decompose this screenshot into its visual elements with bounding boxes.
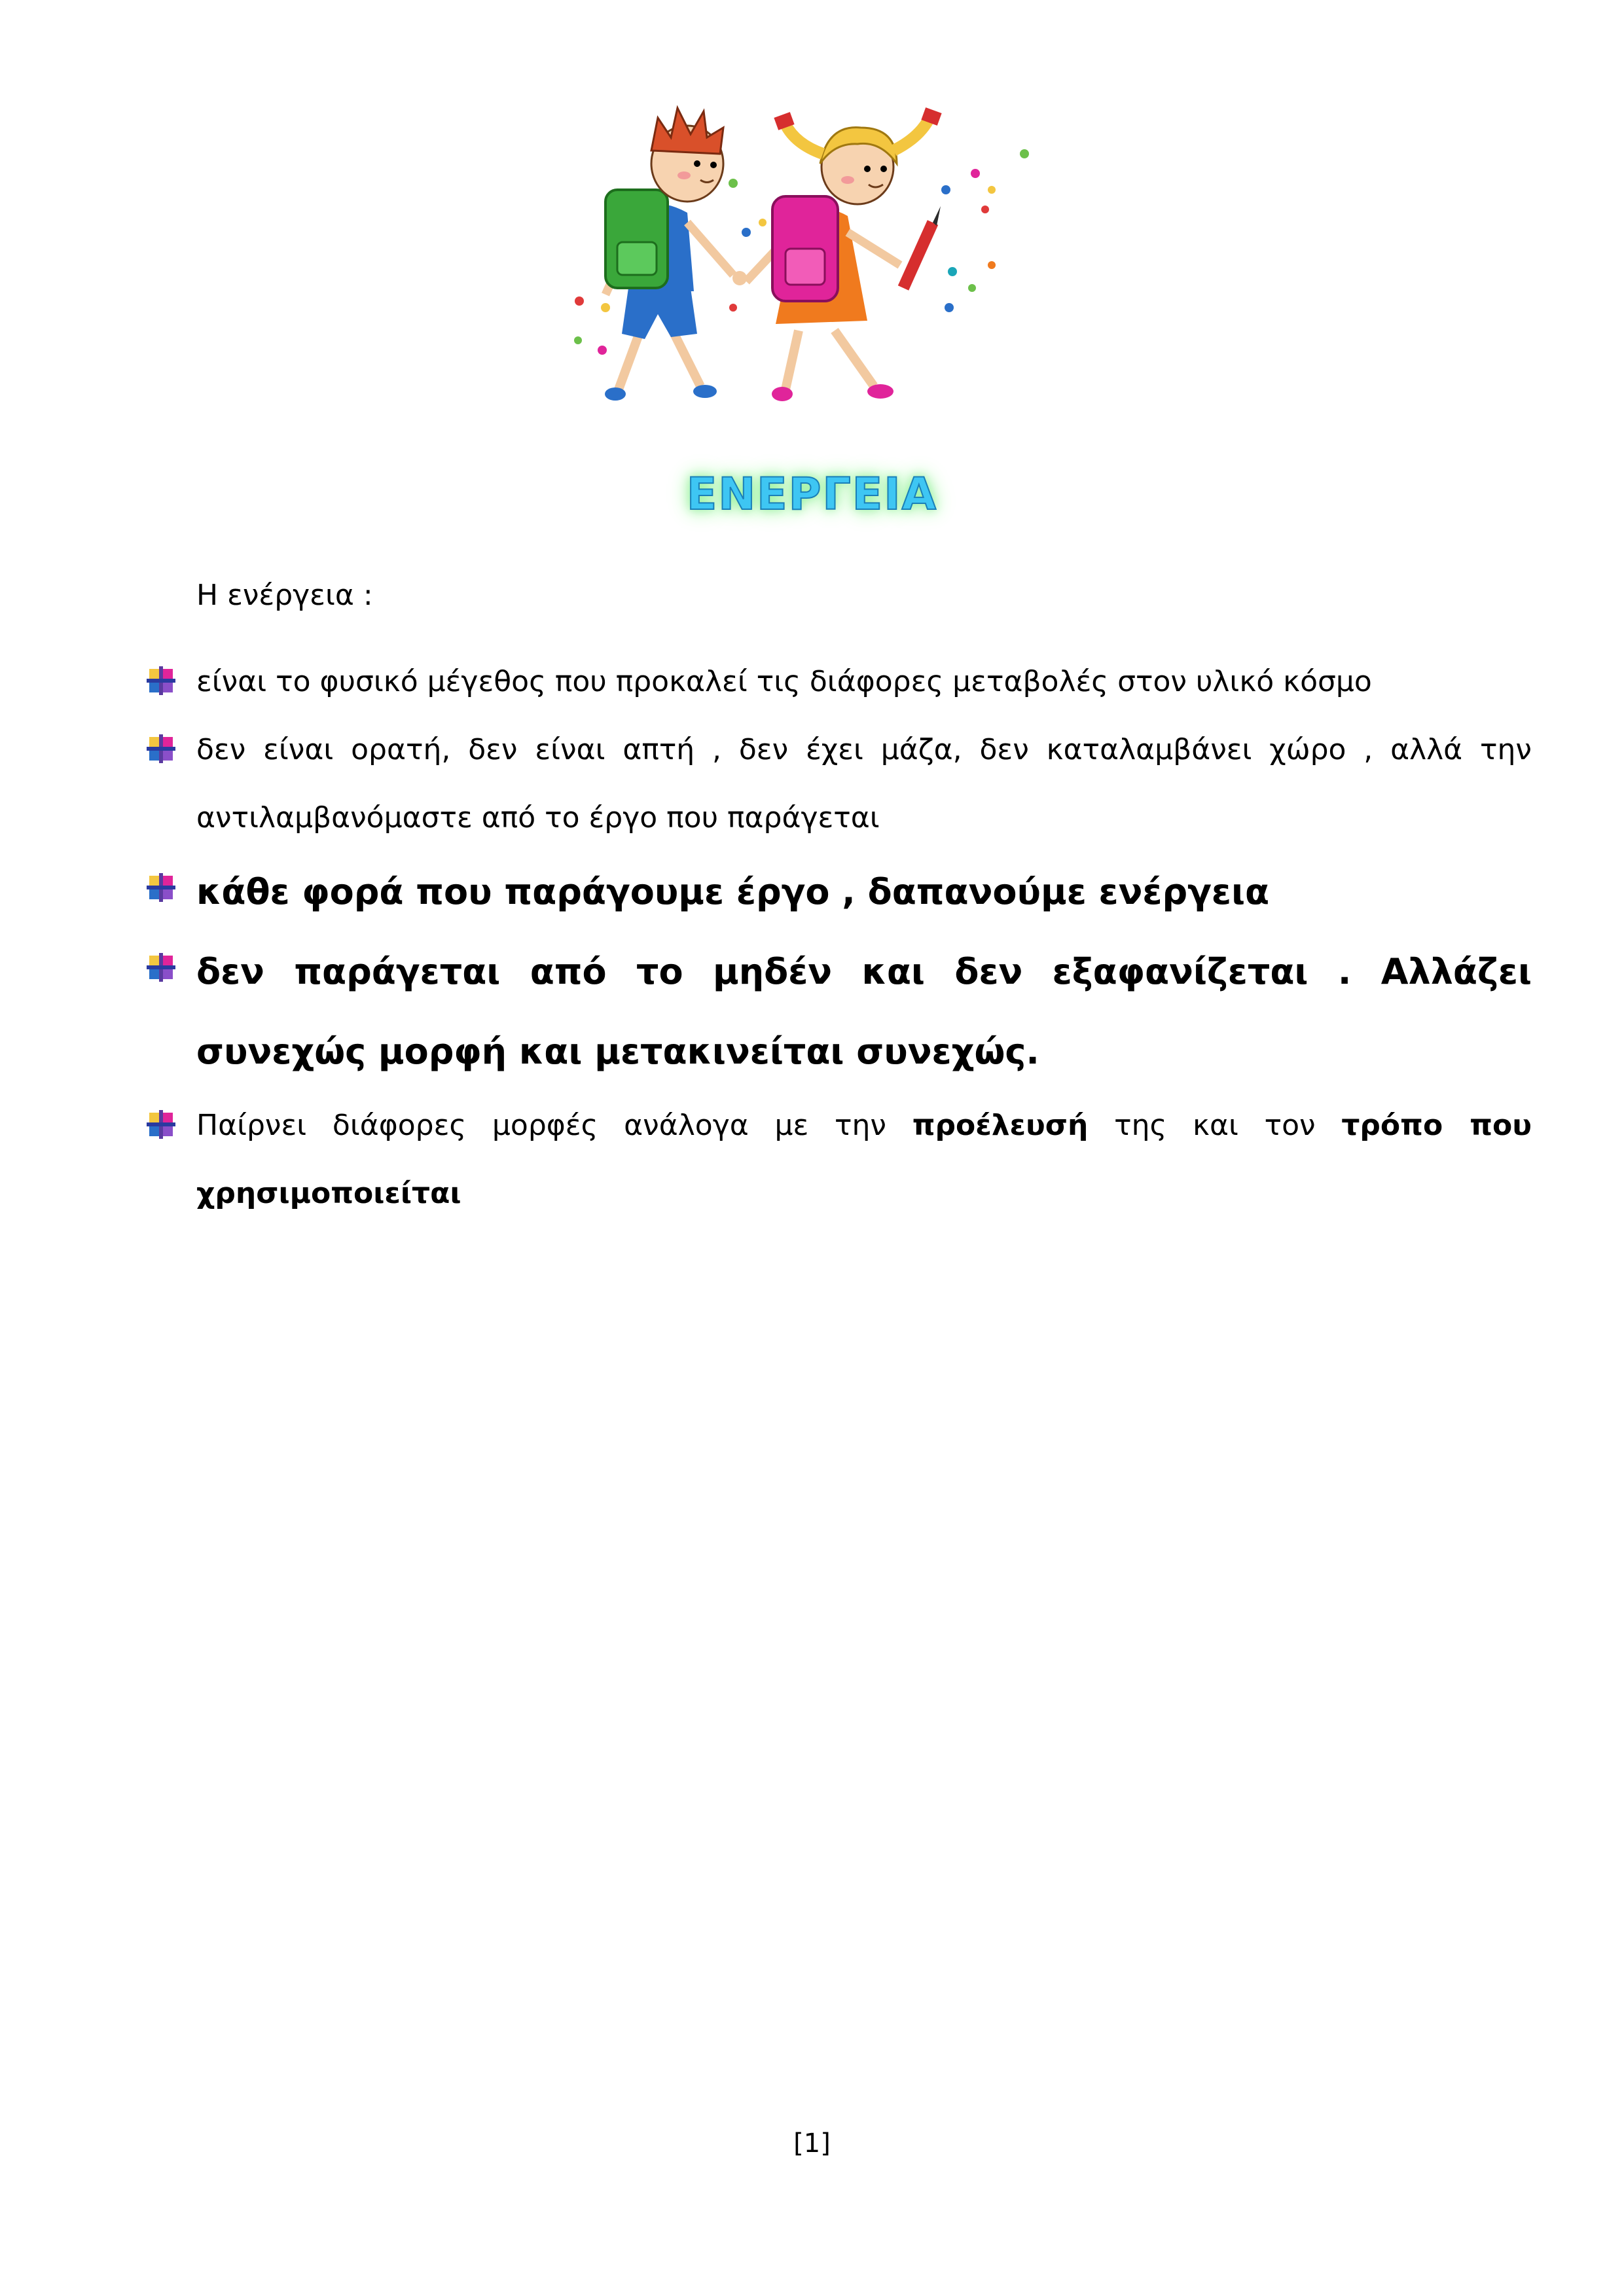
bullet-text-part: Παίρνει διάφορες μορφές ανάλογα με την: [196, 1109, 912, 1142]
bullet-bold-origin: προέλευσή: [912, 1109, 1089, 1142]
bullet-text: κάθε φορά που παράγουμε έργο , δαπανούμε ενέργεια: [196, 871, 1270, 912]
boy-figure: [605, 108, 733, 401]
four-color-square-bullet-icon: [147, 873, 175, 902]
four-color-square-bullet-icon: [147, 953, 175, 982]
page-number: [1]: [793, 2128, 831, 2159]
bullet-bold-usage: τρόπο που χρησιμοποιείται: [196, 1109, 1532, 1210]
list-item: [144, 716, 1532, 852]
intro-text: Η ενέργεια :: [196, 579, 373, 612]
held-hands: [732, 271, 747, 285]
list-item: [144, 852, 1532, 932]
bullet-list: [144, 648, 1532, 1228]
four-color-square-bullet-icon: [147, 1110, 175, 1139]
list-item: [144, 1092, 1532, 1228]
kids-with-backpacks-illustration: [566, 92, 1064, 419]
bullet-text-part: της και τον: [1088, 1109, 1342, 1142]
girl-figure: [746, 107, 942, 401]
four-color-square-bullet-icon: [147, 734, 175, 763]
bullet-text: είναι το φυσικό μέγεθος που προκαλεί τις διάφορες μεταβολές στον υλικό κόσμο: [196, 665, 1372, 698]
list-item: [144, 932, 1532, 1092]
four-color-square-bullet-icon: [147, 666, 175, 695]
bullet-text: δεν είναι ορατή, δεν είναι απτή , δεν έχει μάζα, δεν καταλαμβάνει χώρο , αλλά την αντιλαμβανόμαστε από το έργο που παράγεται: [196, 733, 1532, 834]
page-title: ΕΝΕΡΓΕΙΑ: [686, 469, 938, 520]
bullet-text: δεν παράγεται από το μηδέν και δεν εξαφανίζεται . Αλλάζει συνεχώς μορφή και μετακινείται συνεχώς.: [196, 951, 1532, 1072]
list-item: [144, 648, 1532, 716]
title-container: [0, 465, 1624, 524]
